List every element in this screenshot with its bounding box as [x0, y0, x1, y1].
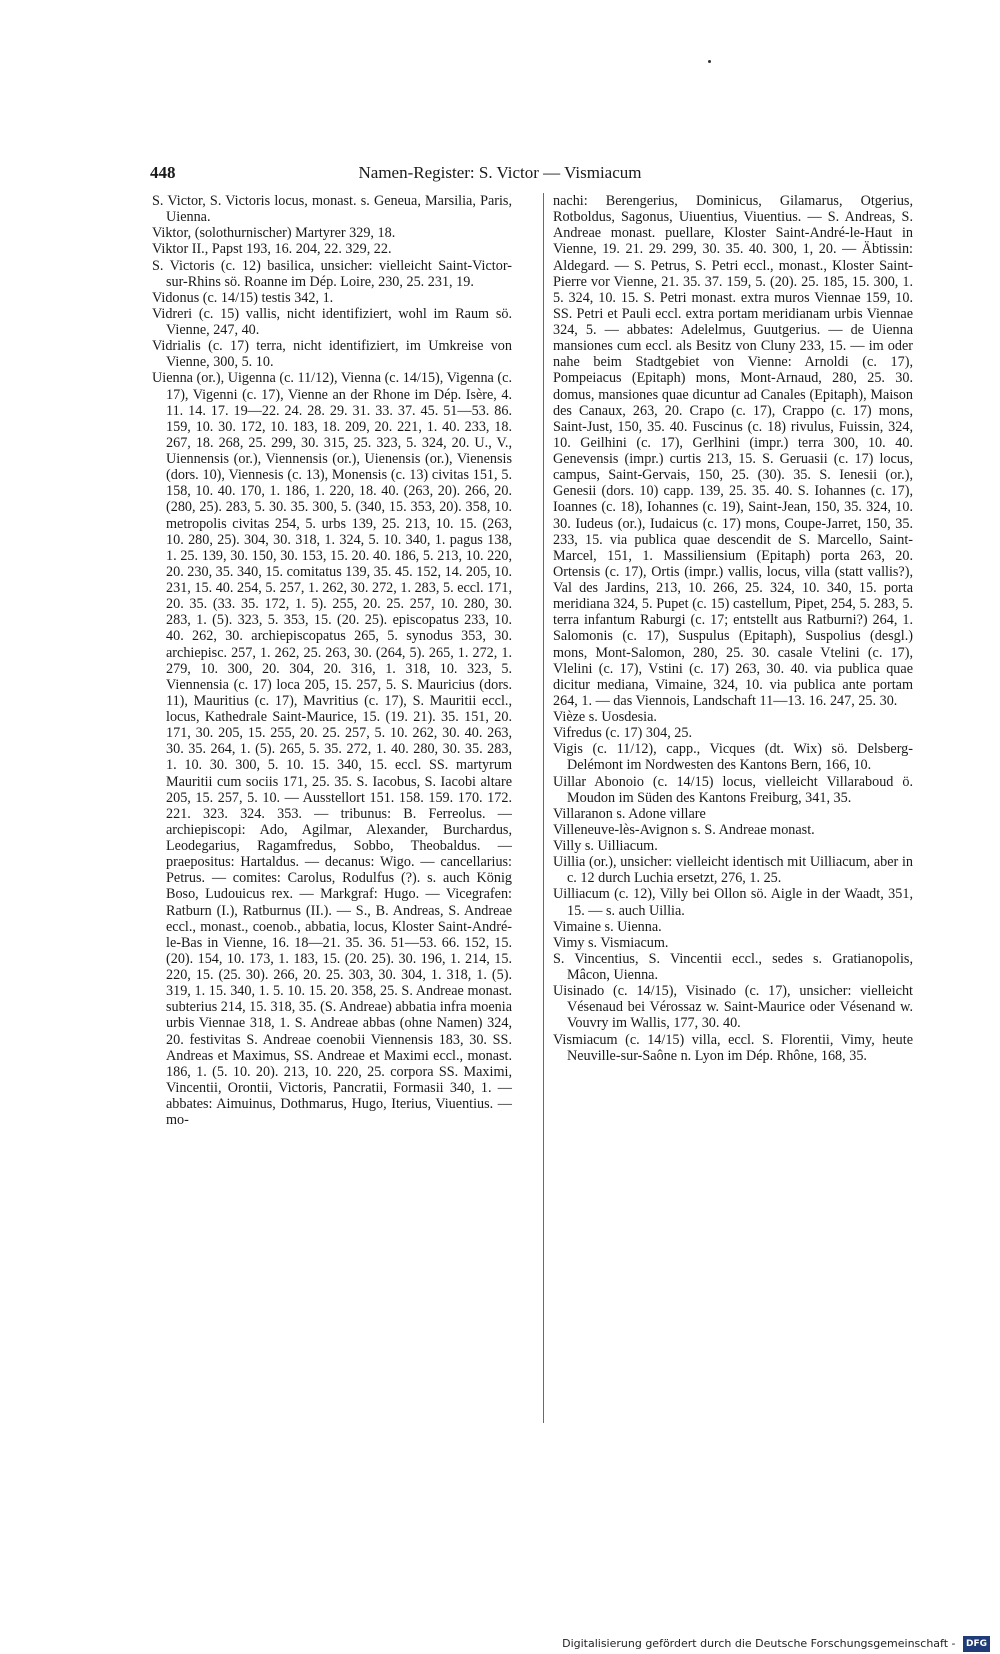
index-entry: Uillar Abonoio (c. 14/15) locus, vielleicht Villaraboud ö. Moudon im Süden des Kantons Freiburg, 341, 35. — [553, 773, 913, 806]
footer-text: Digitalisierung gefördert durch die Deutsche Forschungsgemeinschaft - — [562, 1637, 956, 1650]
index-entry: Vismiacum (c. 14/15) villa, eccl. S. Florentii, Vimy, heute Neuville-sur-Saône n. Lyon im Dép. Rhône, 168, 35. — [553, 1031, 913, 1064]
dfg-logo: DFG — [963, 1636, 990, 1652]
index-entry: Vidrialis (c. 17) terra, nicht identifiziert, im Umkreise von Vienne, 300, 5. 10. — [152, 338, 512, 371]
index-column-right — [553, 193, 913, 1064]
index-entry: S. Vincentius, S. Vincentii eccl., sedes s. Gratianopolis, Mâcon, Uienna. — [553, 950, 913, 983]
index-entry: Uisinado (c. 14/15), Visinado (c. 17), unsicher: vielleicht Vésenaud bei Vérossaz w. Saint-Maurice oder Vésenand w. Vouvry im Wallis, 177, 30. 40. — [553, 983, 913, 1032]
column-divider — [543, 193, 544, 1423]
index-entry: nachi: Berengerius, Dominicus, Gilamarus, Otgerius, Rotboldus, Sagonus, Uiuentius, Viuentius. — S. Andreas, S. Andreae monast. puellare, Kloster Saint-André-le-Haut in Vienne, 19. 21. 29. 299, 30. 35. 40. 300, 1, 20. — Äbtissin: Aldegard. — S. Petrus, S. Petri eccl., monast., Kloster Saint-Pierre vor Vienne, 21. 35. 37. 159, 5. (20). 25. 185, 15. 300, 1. 5. 324, 10. 15. S. Petri monast. extra muros Viennae 159, 10. SS. Petri et Pauli eccl. extra portam meridianam urbis Viennae 324, 5. — abbates: Adelelmus, Guutgerius. — de Uienna mansiones cum eccl. als Besitz von Cluny 233, 15. — im oder nahe beim Stadtgebiet von Vienne: Arnoldi (c. 17), Pompeiacus (Epitaph) mons, Mont-Arnaud, 280, 25. 30. domus, mansiones quae dicuntur ad Canales (Epitaph), Maison des Canaux, 263, 20. Crapo (c. 17), Crappo (c. 17) mons, Saint-Just, 150, 35. 40. Fuscinus (c. 18) rivulus, Fuissin, 324, 10. Geilhini (c. 17), Gerlhini (impr.) terra 300, 10. 40. Genevensis (impr.) curtis 213, 15. S. Geruasii (c. 17) locus, campus, Saint-Gervais, 150, 25. (30). 35. S. Ienesii (or.), Genesii (dors. 10) capp. 139, 25. 35. 40. S. Iohannes (c. 17), Ioannes (c. 18), Iohannes (c. 19), Saint-Jean, 150, 35. 324, 10. 30. Iudeus (or.), Iudaicus (c. 17) mons, Coupe-Jarret, 150, 35. 233, 15. via publica quae descendit de S. Marcello, Saint-Marcel, 151, 1. Massiliensium (Epitaph) porta 263, 20. Ortensis (c. 17), Ortis (impr.) vallis, locus, villa (statt vallis?), Val des Jardins, 213, 10. 266, 25. 324, 10. 340, 15. porta meridiana 324, 5. Pupet (c. 15) castellum, Pipet, 254, 5. 283, 5. terra infantum Raburgi (c. 17; entstellt aus Ratburni?) 264, 1. Salomonis (c. 17), Suspulus (Epitaph), Suspolius (desgl.) mons, Mont-Salomon, 280, 25. 30. casale Vtelini (c. 17), Vlelini (c. 17), Vstini (c. 17) 263, 30. 40. via publica quae dicitur mediana, Vimaine, 324, 10. via publica ante portam 264, 1. — das Viennois, Landschaft 11—13. 16. 247, 25. 30. — [553, 193, 913, 709]
index-entry: Vièze s. Uosdesia. — [553, 709, 657, 725]
index-entry: Villeneuve-lès-Avignon s. S. Andreae monast. — [553, 821, 815, 838]
index-entry: S. Victor, S. Victoris locus, monast. s. Geneua, Marsilia, Paris, Uienna. — [152, 193, 512, 226]
index-entry: S. Victoris (c. 12) basilica, unsicher: vielleicht Saint-Victor-sur-Rhins sö. Roanne im Dép. Loire, 230, 25. 231, 19. — [152, 257, 512, 290]
index-column-left — [152, 193, 512, 1128]
index-entry: Uillia (or.), unsicher: vielleicht identisch mit Uilliacum, aber in c. 12 durch Luchia ersetzt, 276, 1. 25. — [553, 854, 913, 887]
index-entry: Uilliacum (c. 12), Villy bei Ollon sö. Aigle in der Waadt, 351, 15. — s. auch Uillia. — [553, 886, 913, 919]
index-entry: Vifredus (c. 17) 304, 25. — [553, 725, 693, 742]
index-entry: Viktor II., Papst 193, 16. 204, 22. 329, 22. — [152, 241, 392, 258]
index-entry: Vidreri (c. 15) vallis, nicht identifiziert, wohl im Raum sö. Vienne, 247, 40. — [152, 305, 512, 338]
index-entry: Viktor, (solothurnischer) Martyrer 329, 18. — [152, 225, 396, 242]
index-entry: Villy s. Uilliacum. — [553, 838, 658, 854]
index-entry: Uienna (or.), Uigenna (c. 11/12), Vienna (c. 14/15), Vigenna (c. 17), Vigenni (c. 17), Vienne an der Rhone im Dép. Isère, 4. 11. 14. 17. 19—22. 24. 28. 29. 31. 33. 37. 45. 51—53. 86. 159, 10. 30. 172, 10. 183, 18. 209, 20. 221, 1. 40. 233, 18. 267, 18. 268, 25. 299, 30. 315, 25. 323, 5. 324, 20. U., V., Uiennensis (or.), Viennensis (or.), Uienensis (or.), Vienensis (dors. 10), Viennesis (c. 13), Monensis (c. 13) civitas 151, 5. 158, 10. 40. 170, 1. 186, 1. 220, 18. 40. (263, 20). 266, 20. (280, 25). 283, 5. 30. 35. 300, 5. (340, 15. 353, 20). 358, 10. metropolis civitas 254, 5. urbs 139, 25. 213, 10. 15. (263, 10. 280, 25). 304, 30. 318, 1. 324, 5. 10. 340, 1. pagus 138, 1. 25. 139, 30. 150, 30. 153, 15. 20. 40. 186, 5. 213, 10. 220, 20. 230, 35. 340, 15. comitatus 139, 35. 45. 152, 14. 205, 10. 231, 15. 40. 254, 5. 257, 1. 262, 30. 272, 1. 283, 5. eccl. 171, 20. 35. (33. 35. 172, 1. 5). 255, 20. 25. 257, 10. 280, 30. 283, 1. (5). 323, 5. 353, 15. (20. 25). episcopatus 233, 10. 40. 262, 30. archiepiscopatus 265, 5. synodus 353, 30. archiepisc. 257, 1. 262, 25. 263, 30. (264, 5). 265, 1. 272, 1. 279, 10. 300, 20. 304, 20. 316, 1. 318, 10. 323, 5. Viennensia (c. 17) loca 205, 15. 257, 5. S. Mauricius (dors. 11), Mauritius (c. 17), Mavritius (c. 17), S. Mauritii eccl., locus, Kathedrale Saint-Maurice, 15. (19. 21). 35. 151, 20. 171, 30. 205, 15. 255, 20. 25. 257, 5. 10. 262, 30. 40. 263, 30. 35. 264, 1. (5). 265, 5. 35. 272, 1. 40. 280, 30. 35. 283, 1. 10. 30. 300, 5. 10. 15. 340, 15. eccl. SS. martyrum Mauritii cum sociis 171, 25. 35. S. Iacobus, S. Iacobi altare 205, 15. 257, 5. 10. — Ausstellort 151. 158. 159. 170. 172. 221. 323. 324. 353. — tribunus: B. Ferreolus. — archiepiscopi: Ado, Agilmar, Alexander, Burchardus, Leodegarius, Ragamfredus, Sobbo, Theobaldus. — praepositus: Hartaldus. — decanus: Wigo. — cancellarius: Petrus. — comites: Carolus, Rodulfus (?). s. auch König Boso, Ludouicus rex. — Markgraf: Hugo. — Vicegrafen: Ratburn (I.), Ratburnus (II.). — S., B. Andreas, S. Andreae eccl., monast., coenob., abbatia, locus, Kloster Saint-André-le-Bas in Vienne, 16. 18—21. 35. 36. 51—53. 66. 152, 15. (20). 154, 10. 173, 1. 183, 15. (20. 25). 30. 196, 1. 214, 15. 220, 15. (25. 30). 266, 20. 25. 303, 30. 304, 1. 318, 1. (5). 319, 1. 15. 340, 1. 5. 10. 15. 20. 358, 25. S. Andreae monast. subterius 214, 15. 318, 35. (S. Andreae) abbatia infra moenia urbis Viennae 318, 1. S. Andreae abbas (ohne Namen) 324, 20. festivitas S. Andreae coenobii Viennensis 183, 30. SS. Andreas et Maximus, SS. Andreae et Maximi eccl., monast. 186, 1. (5. 10. 20). 213, 10. 220, 25. corpora SS. Maximi, Vincentii, Orontii, Victoris, Pancratii, Formasii 340, 1. — abbates: Aimuinus, Dothmarus, Hugo, Iterius, Viuentius. — mo- — [152, 370, 513, 1129]
index-entry: Vimaine s. Uienna. — [553, 918, 662, 935]
scan-speck — [708, 60, 711, 63]
index-entry: Villaranon s. Adone villare — [553, 805, 706, 822]
page-header — [150, 161, 850, 185]
index-entry: Vidonus (c. 14/15) testis 342, 1. — [152, 289, 334, 306]
page-number: 448 — [150, 163, 176, 182]
running-title: Namen-Register: S. Victor — Vismiacum — [358, 163, 642, 182]
index-entry: Vigis (c. 11/12), capp., Vicques (dt. Wix) sö. Delsberg-Delémont im Nordwesten des Kantons Bern, 166, 10. — [553, 741, 913, 774]
index-entry: Vimy s. Vismiacum. — [553, 934, 669, 951]
digitization-footer — [0, 1636, 990, 1650]
